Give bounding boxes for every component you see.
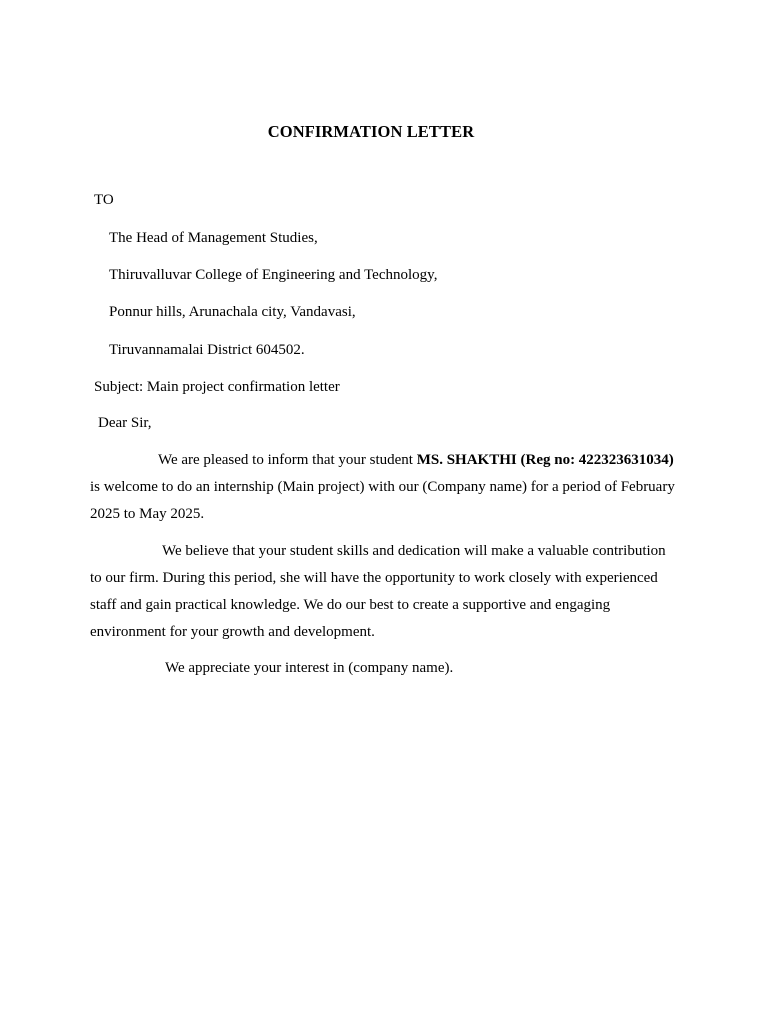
body-paragraph-2: We believe that your student skills and dedication will make a valuable contribution to our firm. During this period, she will have the opportunity to work closely with experienced staff and gain practical knowledge. We do our best to create a supportive and engaging environment for your growth and development. xyxy=(90,543,666,640)
address-line-3: Ponnur hills, Arunachala city, Vandavasi, xyxy=(109,304,356,320)
subject-line: Subject: Main project confirmation letter xyxy=(94,379,340,395)
body-paragraph-1 xyxy=(90,447,680,528)
student-name-reg: MS. SHAKTHI (Reg no: 422323631034) xyxy=(416,452,674,468)
paragraph-1-intro: We are pleased to inform that your student xyxy=(158,452,417,468)
recipient-to-label: TO xyxy=(94,192,114,208)
salutation: Dear Sir, xyxy=(98,415,152,431)
body-paragraph-3: We appreciate your interest in (company name). xyxy=(165,660,454,676)
letter-title: CONFIRMATION LETTER xyxy=(267,122,475,141)
paragraph-1-rest: is welcome to do an internship (Main project) with our (Company name) for a period of February 2025 to May 2025. xyxy=(90,479,675,522)
address-line-1: The Head of Management Studies, xyxy=(109,230,318,246)
address-line-4: Tiruvannamalai District 604502. xyxy=(109,342,305,358)
address-line-2: Thiruvalluvar College of Engineering and Technology, xyxy=(109,267,438,283)
